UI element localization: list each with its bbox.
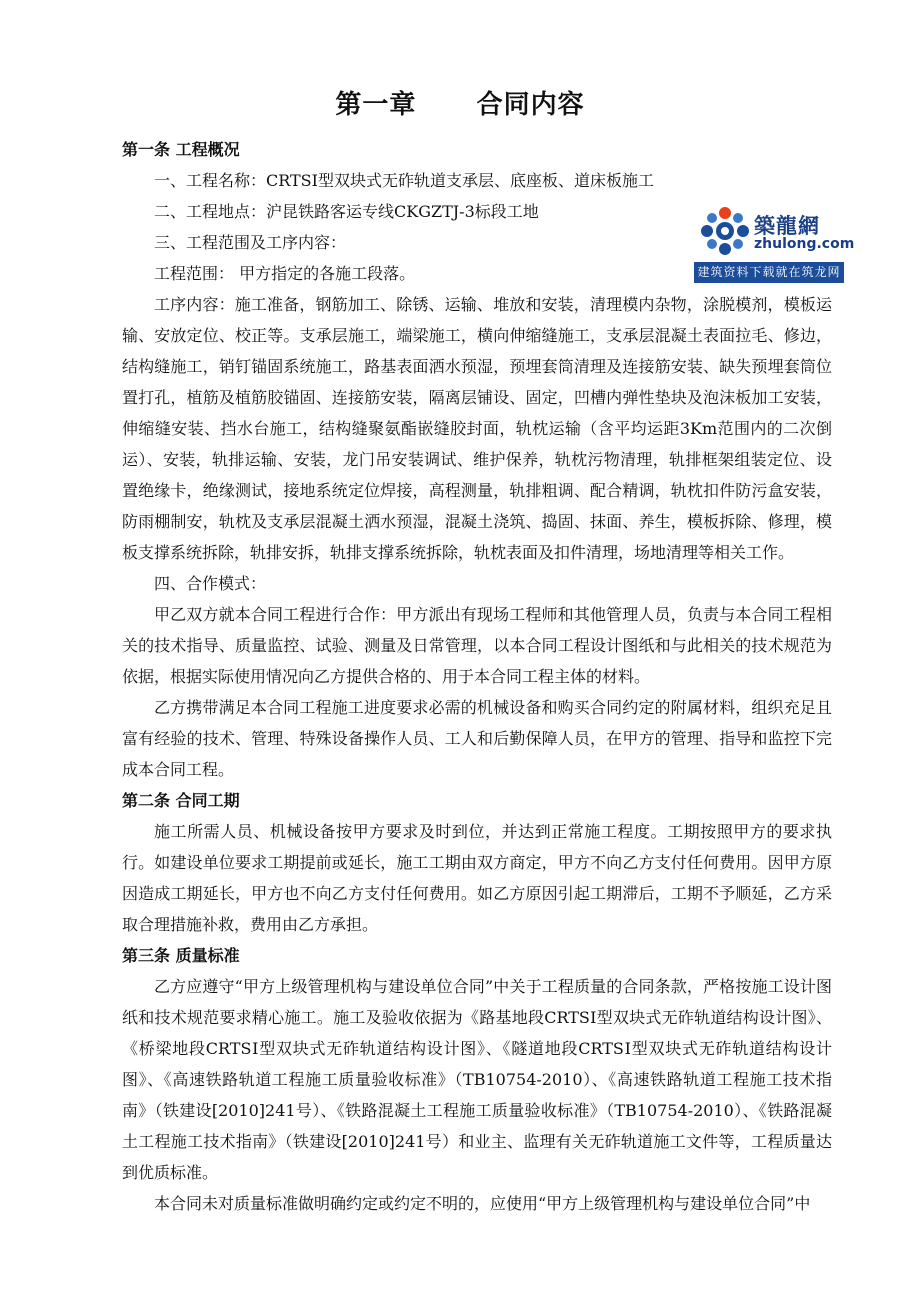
paragraph: 乙方应遵守“甲方上级管理机构与建设单位合同”中关于工程质量的合同条款，严格按施工设计图纸和技术规范要求精心施工。施工及验收依据为《路基地段CRTSⅠ型双块式无砟轨道结构设计图》、《桥梁地段CRTSⅠ型双块式无砟轨道结构设计图》、《隧道地段CRTSⅠ型双块式无砟轨道结构设计图》、《高速铁路轨道工程施工质量验收标准》（TB10754-2010）、《高速铁路轨道工程施工技术指南》（铁建设[2010]241号）、《铁路混凝土工程施工质量验收标准》（TB10754-2010）、《铁路混凝土工程施工技术指南》（铁建设[2010]241号）和业主、监理有关无砟轨道施工文件等，工程质量达到优质标准。 <box>122 977 832 1182</box>
document-body <box>122 134 832 1219</box>
paragraph: 三、工程范围及工序内容： <box>154 233 347 252</box>
section-heading: 第三条 质量标准 <box>122 946 240 965</box>
paragraph: 工程范围： 甲方指定的各施工段落。 <box>154 264 416 283</box>
logo-domain: zhulong.com <box>754 236 855 252</box>
paragraph: 施工所需人员、机械设备按甲方要求及时到位，并达到正常施工程度。工期按照甲方的要求执行。如建设单位要求工期提前或延长，施工工期由双方商定，甲方不向乙方支付任何费用。因甲方原因造成工期延长，甲方也不向乙方支付任何费用。如乙方原因引起工期滞后，工期不予顺延，乙方采取合理措施补救，费用由乙方承担。 <box>122 822 832 934</box>
logo-name: 築龍網 <box>754 214 820 238</box>
paragraph: 二、工程地点：沪昆铁路客运专线CKGZTJ-3标段工地 <box>154 202 539 221</box>
paragraph: 甲乙双方就本合同工程进行合作：甲方派出有现场工程师和其他管理人员，负责与本合同工程相关的技术指导、质量监控、试验、测量及日常管理，以本合同工程设计图纸和与此相关的技术规范为依据，根据实际使用情况向乙方提供合格的、用于本合同工程主体的材料。 <box>122 605 832 686</box>
paragraph: 工序内容：施工准备，钢筋加工、除锈、运输、堆放和安装，清理模内杂物，涂脱模剂，模板运输、安放定位、校正等。支承层施工，端梁施工，横向伸缩缝施工，支承层混凝土表面拉毛、修边，结构缝施工，销钉锚固系统施工，路基表面洒水预湿，预埋套筒清理及连接筋安装、缺失预埋套筒位置打孔，植筋及植筋胶锚固、连接筋安装，隔离层铺设、固定，凹槽内弹性垫块及泡沫板加工安装，伸缩缝安装、挡水台施工，结构缝聚氨酯嵌缝胶封面，轨枕运输（含平均运距3Km范围内的二次倒运）、安装，轨排运输、安装，龙门吊安装调试、维护保养，轨枕污物清理，轨排框架组装定位、设置绝缘卡，绝缘测试，接地系统定位焊接，高程测量，轨排粗调、配合精调，轨枕扣件防污盒安装，防雨棚制安，轨枕及支承层混凝土洒水预湿，混凝土浇筑、捣固、抹面、养生，模板拆除、修理，模板支撑系统拆除，轨排安拆，轨排支撑系统拆除，轨枕表面及扣件清理，场地清理等相关工作。 <box>122 295 832 562</box>
section-heading: 第二条 合同工期 <box>122 791 240 810</box>
paragraph: 一、工程名称：CRTSⅠ型双块式无砟轨道支承层、底座板、道床板施工 <box>154 171 654 190</box>
section-heading: 第一条 工程概况 <box>122 140 240 159</box>
chapter-title: 第一章 合同内容 <box>335 90 585 120</box>
paragraph: 本合同未对质量标准做明确约定或约定不明的，应使用“甲方上级管理机构与建设单位合同”中 <box>154 1194 811 1213</box>
paragraph: 四、合作模式： <box>154 574 267 593</box>
logo-slogan: 建筑资料下载就在筑龙网 <box>694 262 844 283</box>
paragraph: 乙方携带满足本合同工程施工进度要求必需的机械设备和购买合同约定的附属材料，组织充足且富有经验的技术、管理、特殊设备操作人员、工人和后勤保障人员，在甲方的管理、指导和监控下完成本合同工程。 <box>122 698 832 779</box>
